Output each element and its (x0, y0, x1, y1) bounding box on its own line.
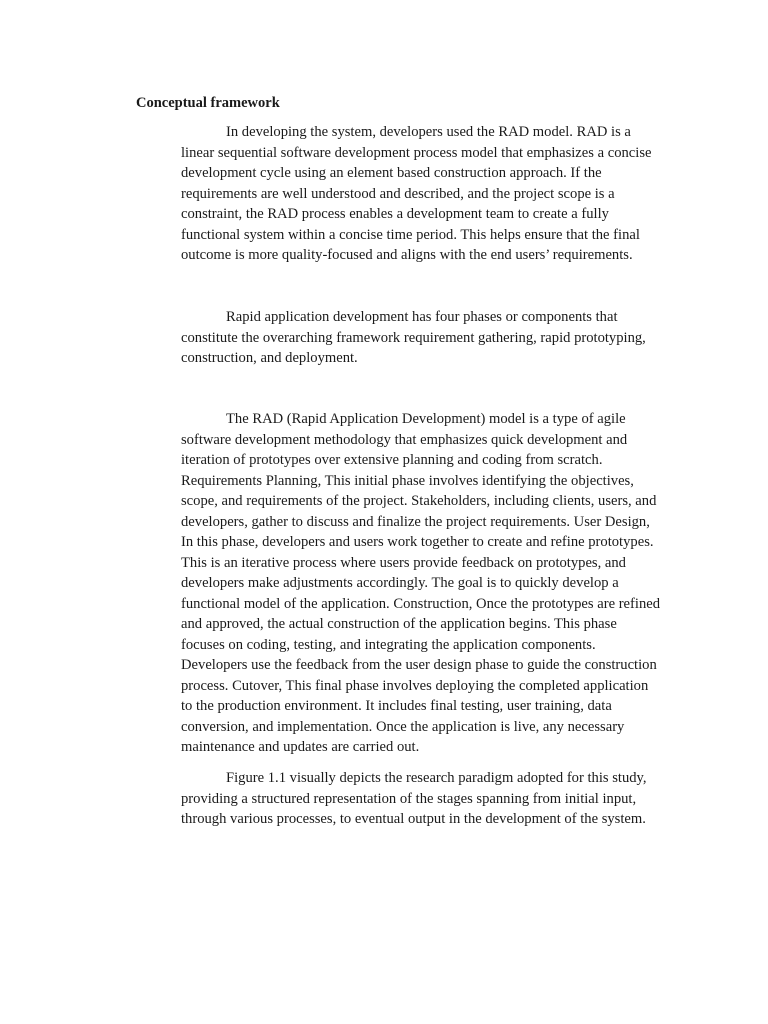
paragraph-line: requirements are well understood and described, and the project scope is a (181, 185, 615, 202)
paragraph-line: In developing the system, developers used the RAD model. RAD is a (226, 124, 631, 140)
paragraph-line: functional system within a concise time period. This helps ensure that the final (181, 226, 640, 243)
paragraph-line: constitute the overarching framework requirement gathering, rapid prototyping, (181, 329, 646, 346)
paragraph-line: Rapid application development has four phases or components that (226, 309, 618, 325)
paragraph-line: conversion, and implementation. Once the application is live, any necessary (181, 718, 625, 735)
paragraph-line: to the production environment. It includes final testing, user training, data (181, 698, 612, 714)
paragraph-line: linear sequential software development process model that emphasizes a concise (181, 144, 652, 161)
paragraph-line: developers, gather to discuss and finalize the project requirements. User Design, (181, 513, 650, 530)
paragraph-line: and approved, the actual construction of the application begins. This phase (181, 616, 617, 632)
paragraph-line: through various processes, to eventual output in the development of the system. (181, 811, 646, 827)
paragraph-rad-intro (181, 122, 671, 266)
paragraph-line: maintenance and updates are carried out. (181, 739, 420, 755)
paragraph-line: developers make adjustments accordingly. The goal is to quickly develop a (181, 575, 619, 591)
section-heading: Conceptual framework (136, 95, 280, 111)
paragraph-line: functional model of the application. Construction, Once the prototypes are refined (181, 595, 661, 612)
paragraph-line: In this phase, developers and users work together to create and refine prototypes. (181, 534, 654, 550)
paragraph-line: providing a structured representation of the stages spanning from initial input, (181, 790, 637, 807)
paragraph-line: scope, and requirements of the project. Stakeholders, including clients, users, and (181, 493, 657, 509)
paragraph-line: focuses on coding, testing, and integrating the application components. (181, 636, 596, 653)
paragraph-line: This is an iterative process where users provide feedback on prototypes, and (181, 554, 626, 571)
paragraph-line: The RAD (Rapid Application Development) model is a type of agile (226, 411, 626, 427)
paragraph-line: construction, and deployment. (181, 350, 358, 366)
paragraph-line: Figure 1.1 visually depicts the research paradigm adopted for this study, (226, 770, 647, 786)
paragraph-figure-reference (181, 768, 671, 830)
paragraph-line: constraint, the RAD process enables a development team to create a fully (181, 206, 609, 222)
paragraph-rad-phases (181, 307, 671, 369)
paragraph-line: outcome is more quality-focused and aligns with the end users’ requirements. (181, 247, 633, 263)
paragraph-line: process. Cutover, This final phase involves deploying the completed application (181, 677, 649, 694)
paragraph-line: development cycle using an element based construction approach. If the (181, 165, 602, 181)
paragraph-rad-model-detail (181, 409, 671, 758)
paragraph-line: software development methodology that emphasizes quick development and (181, 431, 628, 448)
paragraph-line: Requirements Planning, This initial phase involves identifying the objectives, (181, 472, 634, 489)
paragraph-line: iteration of prototypes over extensive planning and coding from scratch. (181, 452, 603, 468)
paragraph-line: Developers use the feedback from the user design phase to guide the construction (181, 657, 657, 673)
